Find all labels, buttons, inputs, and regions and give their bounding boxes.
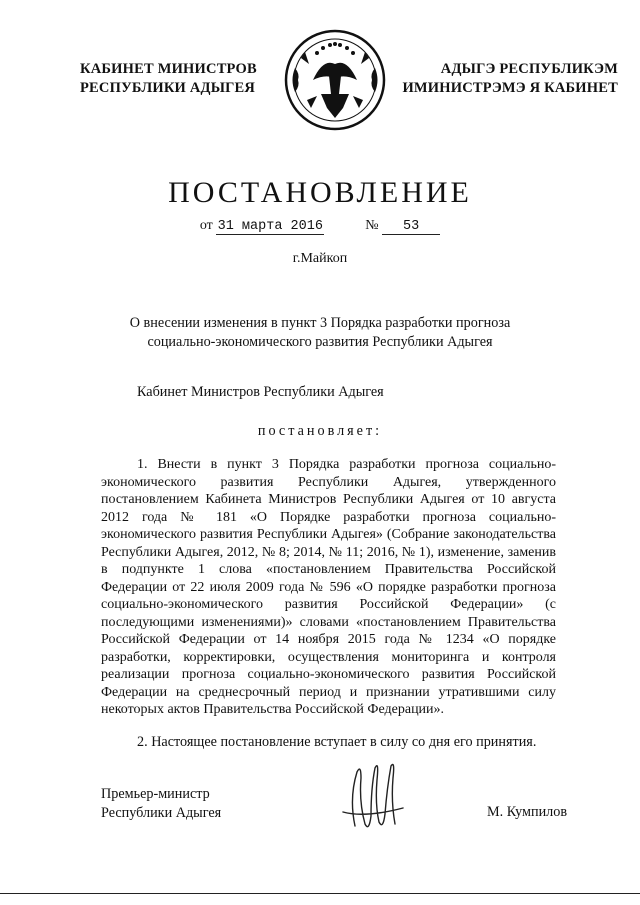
number-prefix: № xyxy=(365,218,379,233)
preamble: Кабинет Министров Республики Адыгея xyxy=(137,384,384,400)
handwritten-signature xyxy=(335,758,415,838)
position-line: Премьер-министр xyxy=(101,786,210,802)
issuer-line: АДЫГЭ РЕСПУБЛИКЭМ xyxy=(440,61,618,77)
paragraph-2: 2. Настоящее постановление вступает в силу со дня его принятия. xyxy=(137,734,537,750)
bottom-divider xyxy=(0,893,640,894)
document-title: ПОСТАНОВЛЕНИЕ xyxy=(168,176,472,209)
resolves-word: постановляет: xyxy=(257,423,383,439)
signatory-position xyxy=(101,785,221,823)
issuer-name-adyghe xyxy=(398,60,618,98)
document-number: 53 xyxy=(382,220,440,235)
issuer-line: РЕСПУБЛИКИ АДЫГЕЯ xyxy=(80,80,256,96)
republic-emblem-icon xyxy=(283,28,387,132)
document-body xyxy=(101,456,556,719)
document-subject: О внесении изменения в пункт 3 Порядка разработки прогноза социально-экономического развития Республики Адыгея xyxy=(129,315,511,350)
document-date: 31 марта 2016 xyxy=(217,219,323,234)
signatory-name: М. Кумпилов xyxy=(487,804,568,820)
paragraph-1: 1. Внести в пункт 3 Порядка разработки прогноза социально-экономического развития Республики Адыгея, утвержденного постановлением Кабинета Министров Республики Адыгея от 10 августа 2012 года № 181 «О Порядке разработки прогноза социально-экономического развития Республики Адыгея» (Собрание законодательства Республики Адыгея, 2012, № 8; 2014, № 11; 2016, № 1), изменение, заменив в подпункте 1 слова «постановлением Правительства Российской Федерации от 22 июля 2009 года № 596 «О порядке разработки прогноза социально-экономического развития Российской Федерации» (с последующими изменениями)» словами «постановлением Правительства Российской Федерации от 14 ноября 2015 года № 1234 «О порядке разработки, корректировки, осуществления мониторинга и контроля реализации прогноза социально-экономического развития Российской Федерации на среднесрочный период и признании утратившими силу некоторых актов Правительства Российской Федерации». xyxy=(101,457,556,717)
issuer-name-russian xyxy=(80,60,280,98)
issuer-line: КАБИНЕТ МИНИСТРОВ xyxy=(80,61,257,77)
date-prefix: от xyxy=(199,218,213,233)
city: г.Майкоп xyxy=(292,251,348,266)
position-line: Республики Адыгея xyxy=(101,805,222,821)
date-line xyxy=(0,218,640,235)
issuer-line: ИМИНИСТРЭМЭ Я КАБИНЕТ xyxy=(402,80,618,96)
